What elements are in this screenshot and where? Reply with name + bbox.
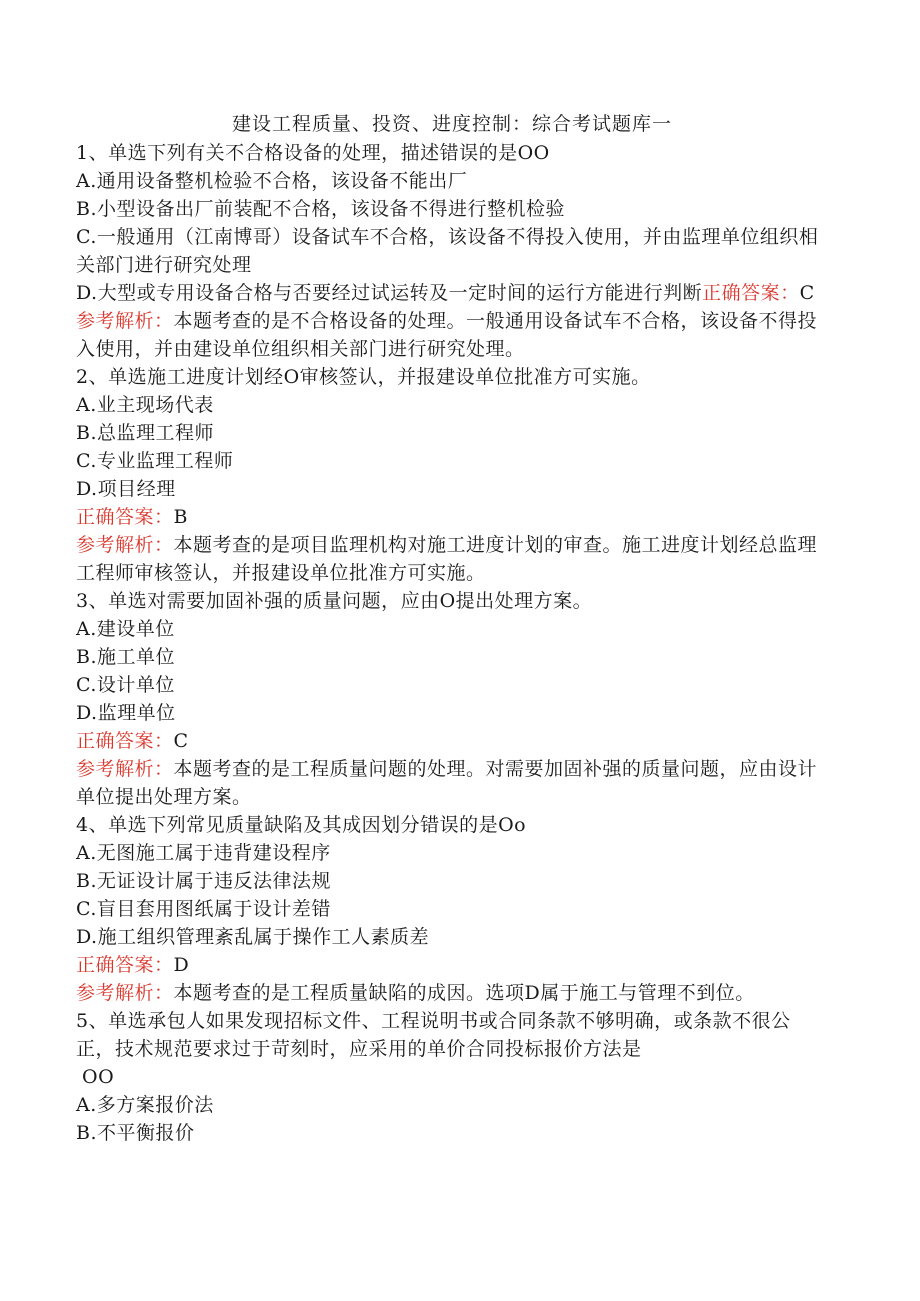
question-1-analysis: [76, 307, 828, 363]
question-4-option-a: A.无图施工属于违背建设程序: [76, 842, 331, 864]
question-2-answer-line: [76, 503, 828, 531]
question-3-analysis-text: 本题考查的是工程质量问题的处理。对需要加固补强的质量问题，应由设计单位提出处理方案。: [76, 758, 818, 808]
question-2-answer: B: [173, 506, 188, 528]
question-2-answer-label: 正确答案：: [76, 506, 174, 528]
question-3-option-d: D.监理单位: [76, 702, 176, 724]
question-3-answer-label: 正确答案：: [76, 730, 174, 752]
question-2-option-b: B.总监理工程师: [76, 422, 215, 444]
question-1-option-d-and-answer: [76, 279, 828, 307]
question-4-analysis-label: 参考解析：: [76, 982, 174, 1004]
question-3-option-b: B.施工单位: [76, 646, 176, 668]
question-2-option-c: C.专业监理工程师: [76, 450, 234, 472]
question-1-analysis-label: 参考解析：: [76, 310, 174, 332]
question-2-analysis: [76, 531, 828, 587]
question-1-analysis-text: 本题考查的是不合格设备的处理。一般通用设备试车不合格，该设备不得投入使用，并由建设单位组织相关部门进行研究处理。: [76, 310, 818, 360]
question-4-option-b: B.无证设计属于违反法律法规: [76, 870, 332, 892]
question-1-option-b: B.小型设备出厂前装配不合格，该设备不得进行整机检验: [76, 198, 566, 220]
question-4-answer-label: 正确答案：: [76, 954, 174, 976]
question-4-analysis-text: 本题考查的是工程质量缺陷的成因。选项D属于施工与管理不到位。: [173, 982, 755, 1004]
question-1-answer: C: [799, 282, 815, 304]
question-2-stem: 2、单选施工进度计划经O审核签认，并报建设单位批准方可实施。: [76, 366, 651, 388]
question-4-analysis: [76, 979, 828, 1007]
document-page: [76, 110, 828, 1147]
question-2-analysis-label: 参考解析：: [76, 534, 174, 556]
question-3-analysis-label: 参考解析：: [76, 758, 174, 780]
question-2-option-d: D.项目经理: [76, 478, 176, 500]
question-4-answer: D: [173, 954, 190, 976]
question-1-option-d: D.大型或专用设备合格与否要经过试运转及一定时间的运行方能进行判断: [76, 282, 703, 304]
question-1-option-a: A.通用设备整机检验不合格，该设备不能出厂: [76, 170, 468, 192]
question-5-stem-tail: OO: [82, 1066, 115, 1088]
question-4-stem: 4、单选下列常见质量缺陷及其成因划分错误的是Oo: [76, 814, 527, 836]
question-1-option-c: C.一般通用（江南博哥）设备试车不合格，该设备不得投入使用，并由监理单位组织相关部门进行研究处理: [76, 226, 819, 276]
question-1-stem: 1、单选下列有关不合格设备的处理，描述错误的是OO: [76, 142, 550, 164]
question-3-stem: 3、单选对需要加固补强的质量问题，应由O提出处理方案。: [76, 590, 593, 612]
question-4-option-c: C.盲目套用图纸属于设计差错: [76, 898, 331, 920]
question-5-option-b: B.不平衡报价: [76, 1122, 195, 1144]
question-4-option-d: D.施工组织管理紊乱属于操作工人素质差: [76, 926, 430, 948]
question-4-answer-line: [76, 951, 828, 979]
question-2-analysis-text: 本题考查的是项目监理机构对施工进度计划的审查。施工进度计划经总监理工程师审核签认，并报建设单位批准方可实施。: [76, 534, 818, 584]
question-5-stem: 5、单选承包人如果发现招标文件、工程说明书或合同条款不够明确，或条款不很公正，技术规范要求过于苛刻时，应采用的单价合同投标报价方法是: [76, 1010, 791, 1060]
question-3-option-c: C.设计单位: [76, 674, 175, 696]
question-3-answer-line: [76, 727, 828, 755]
question-2-option-a: A.业主现场代表: [76, 394, 214, 416]
question-3-answer: C: [173, 730, 189, 752]
question-3-option-a: A.建设单位: [76, 618, 175, 640]
question-5-option-a: A.多方案报价法: [76, 1094, 214, 1116]
question-3-analysis: [76, 755, 828, 811]
document-title: 建设工程质量、投资、进度控制：综合考试题库一: [231, 113, 672, 135]
question-1-answer-label: 正确答案：: [702, 282, 800, 304]
